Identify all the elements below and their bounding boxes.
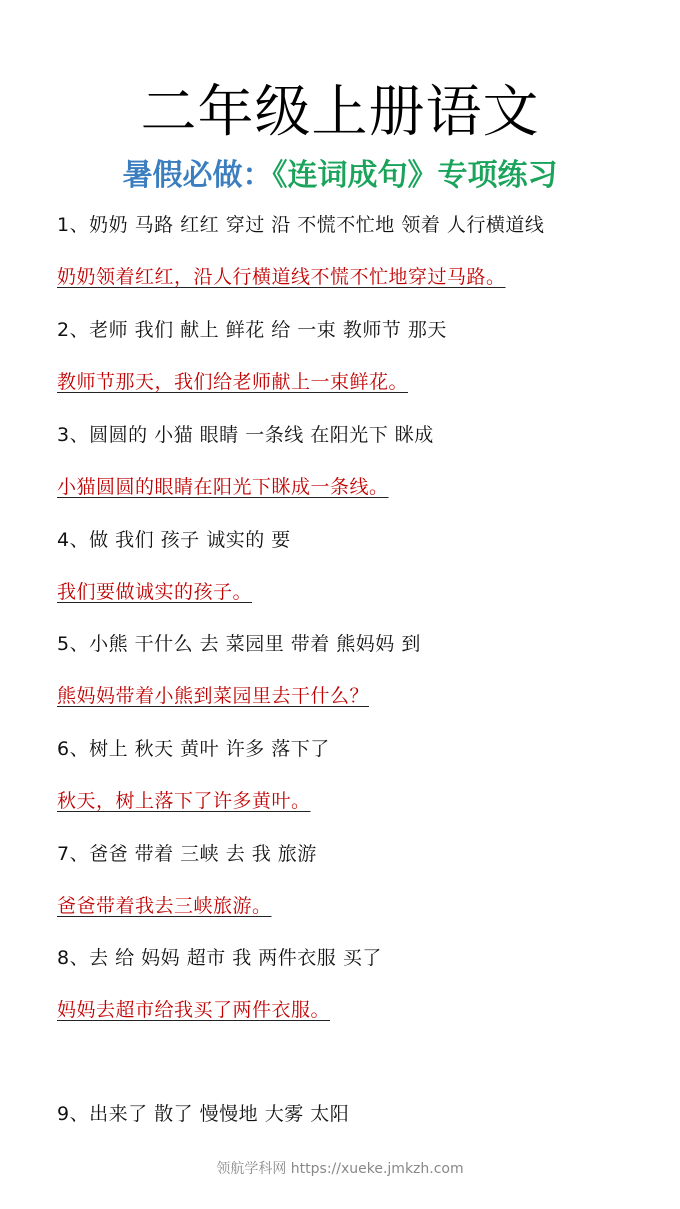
page-title: 二年级上册语文	[140, 80, 540, 145]
answer-2: 教师节那天，我们给老师献上一束鲜花。	[57, 371, 409, 393]
answer-4: 我们要做诚实的孩子。	[57, 581, 253, 603]
question-6: 6、树上 秋天 黄叶 许多 落下了	[57, 738, 330, 760]
subtitle-prefix: 暑假必做：	[122, 158, 273, 193]
answer-7: 爸爸带着我去三峡旅游。	[57, 895, 272, 917]
answer-3: 小猫圆圆的眼睛在阳光下眯成一条线。	[57, 476, 389, 498]
answer-5: 熊妈妈带着小熊到菜园里去干什么？	[57, 685, 370, 707]
question-8: 8、去 给 妈妈 超市 我 两件衣服 买了	[57, 947, 382, 969]
question-9: 9、出来了 散了 慢慢地 大雾 太阳	[57, 1103, 350, 1125]
question-4: 4、做 我们 孩子 诚实的 要	[57, 529, 291, 551]
question-1: 1、奶奶 马路 红红 穿过 沿 不慌不忙地 领着 人行横道线	[57, 214, 545, 236]
footer-watermark: 领航学科网 https://xueke.jmkzh.com	[216, 1161, 464, 1177]
question-2: 2、老师 我们 献上 鲜花 给 一束 教师节 那天	[57, 319, 447, 341]
subtitle-main: 《连词成句》专项练习	[272, 158, 558, 193]
answer-6: 秋天，树上落下了许多黄叶。	[57, 790, 311, 812]
question-3: 3、圆圆的 小猫 眼睛 一条线 在阳光下 眯成	[57, 424, 434, 446]
question-5: 5、小熊 干什么 去 菜园里 带着 熊妈妈 到	[57, 633, 421, 655]
answer-1: 奶奶领着红红，沿人行横道线不慌不忙地穿过马路。	[57, 266, 506, 288]
question-7: 7、爸爸 带着 三峡 去 我 旅游	[57, 843, 317, 865]
page-subtitle	[0, 158, 680, 194]
answer-8: 妈妈去超市给我买了两件衣服。	[57, 999, 331, 1021]
